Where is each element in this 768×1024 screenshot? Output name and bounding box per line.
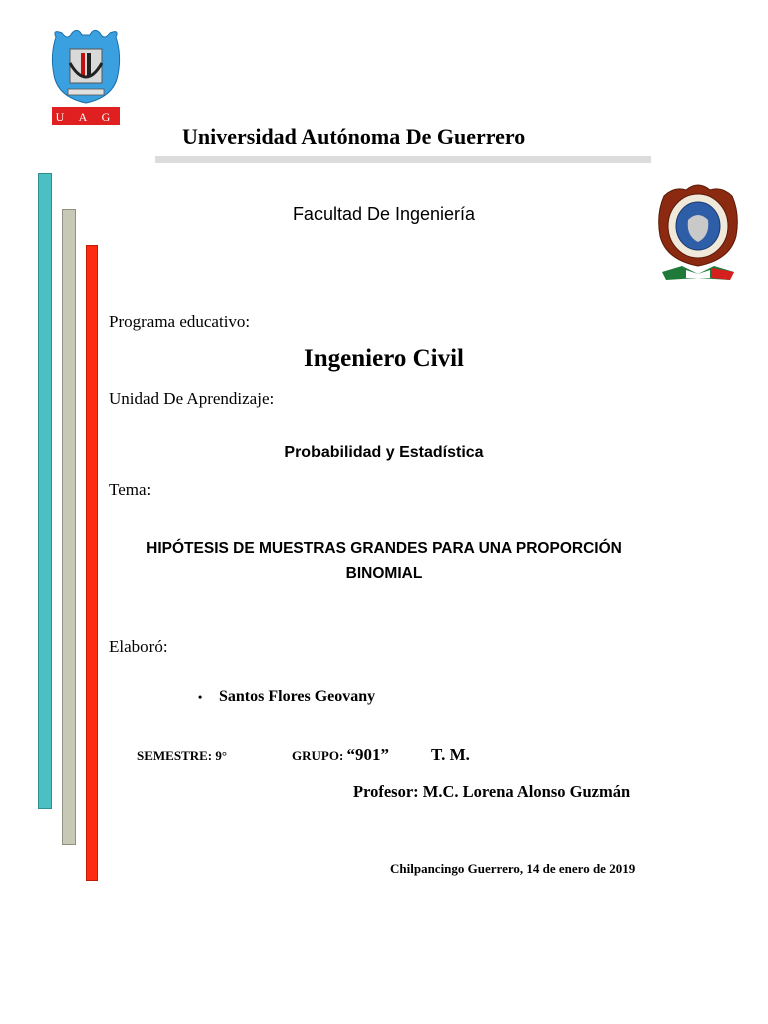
topic-title-line-2: BINOMIAL (345, 565, 423, 582)
shift: T. M. (431, 745, 470, 764)
topic-title-line-1: HIPÓTESIS DE MUESTRAS GRANDES PARA UNA PROPORCIÓN (146, 540, 622, 557)
program-label: Programa educativo: (109, 312, 251, 331)
decorative-bar-gray (62, 209, 76, 845)
uag-emblem-icon (48, 27, 124, 128)
header-rule (155, 156, 651, 163)
decorative-bar-teal (38, 173, 52, 809)
engineering-faculty-seal-icon (656, 180, 740, 284)
author-list-item (198, 688, 375, 706)
place-date: Chilpancingo Guerrero, 14 de enero de 2019 (390, 861, 636, 876)
bullet-icon: • (198, 690, 203, 704)
program-value: Ingeniero Civil (304, 345, 464, 372)
semester: SEMESTRE: 9° (137, 748, 228, 763)
topic-label: Tema: (109, 480, 152, 499)
faculty-name: Facultad De Ingeniería (292, 204, 476, 224)
topic-title (110, 536, 658, 586)
professor: Profesor: M.C. Lorena Alonso Guzmán (353, 782, 631, 801)
group-label: GRUPO: (292, 748, 347, 763)
logo-left-text: U A G (55, 110, 117, 124)
group (292, 745, 389, 765)
university-name: Universidad Autónoma De Guerrero (182, 124, 526, 149)
unit-value: Probabilidad y Estadística (284, 444, 484, 461)
group-value: “901” (346, 745, 390, 764)
decorative-bar-red (86, 245, 98, 881)
author-name: Santos Flores Geovany (219, 688, 376, 705)
author-label: Elaboró: (109, 637, 168, 656)
unit-label: Unidad De Aprendizaje: (109, 389, 275, 408)
